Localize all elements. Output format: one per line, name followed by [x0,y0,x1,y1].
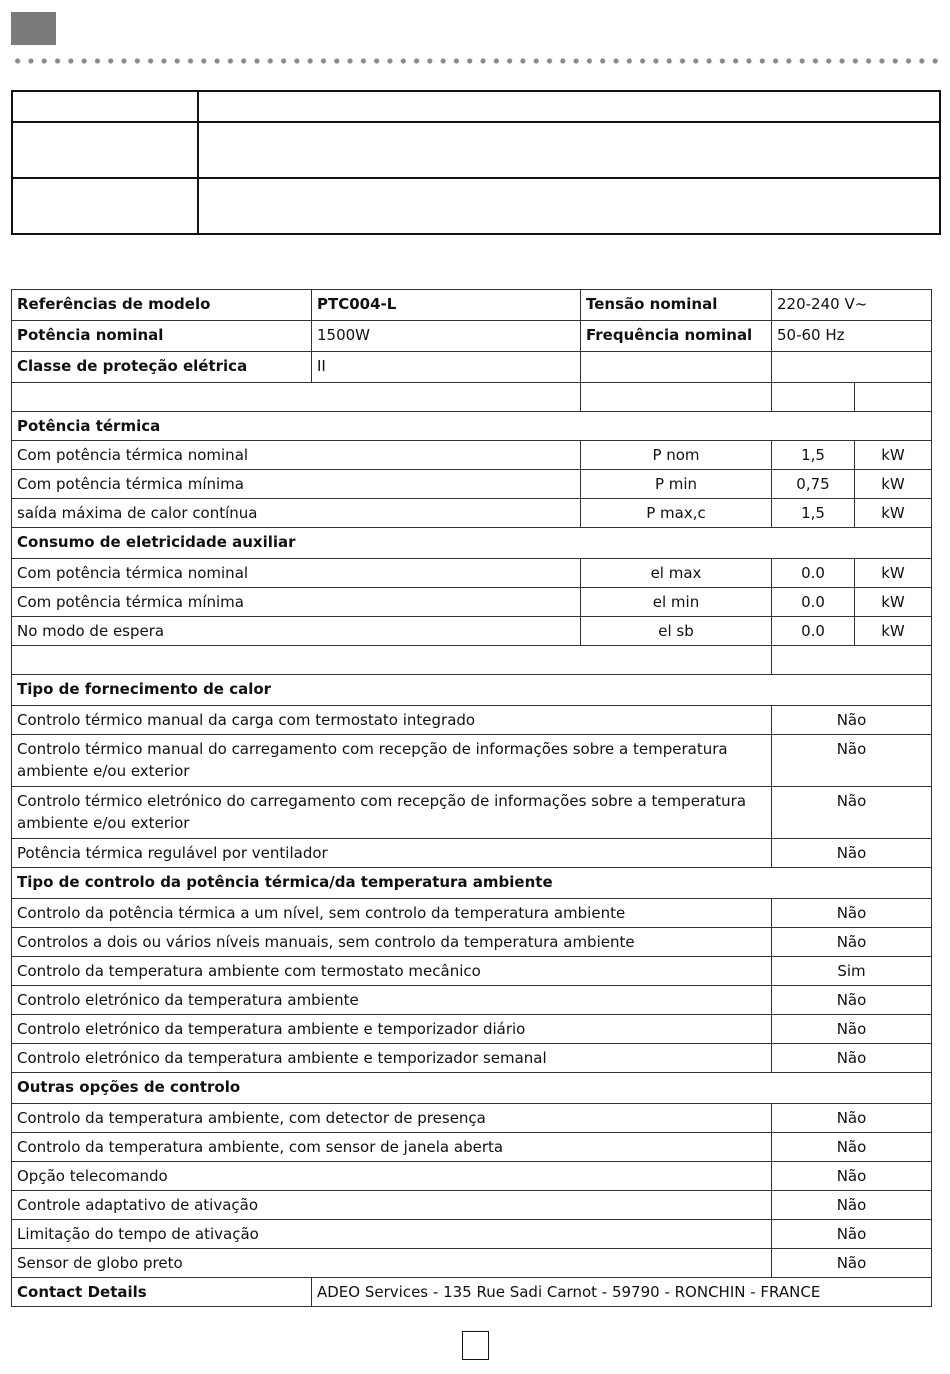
contact-row [12,1278,932,1307]
row-symbol: el min [581,588,772,617]
row-unit: kW [855,559,932,588]
row-label: No modo de espera [12,617,581,646]
voltage-label: Tensão nominal [581,290,772,321]
frequency-value: 50-60 Hz [772,321,932,352]
table-row [12,588,932,617]
contact-value: ADEO Services - 135 Rue Sadi Carnot - 59790 - RONCHIN - FRANCE [312,1278,932,1307]
row-label: Sensor de globo preto [12,1249,772,1278]
row-label: saída máxima de calor contínua [12,499,581,528]
control-type-title: Tipo de controlo da potência térmica/da temperatura ambiente [12,868,932,899]
blank-cell [12,91,198,122]
table-row [12,928,932,957]
row-value: Não [772,1249,932,1278]
row-value: Não [772,1015,932,1044]
table-row [12,1191,932,1220]
model-ref-value: PTC004-L [312,290,581,321]
row-value: Sim [772,957,932,986]
aux-consumption-title: Consumo de eletricidade auxiliar [12,528,932,559]
row-value: Não [772,1220,932,1249]
table-row [12,735,932,787]
table-row [12,986,932,1015]
table-row [12,441,932,470]
row-label: Controlo eletrónico da temperatura ambiente e temporizador diário [12,1015,772,1044]
row-value: Não [772,735,932,787]
blank-cell [581,383,772,412]
table-row [12,470,932,499]
blank-cell [772,352,932,383]
row-symbol: el sb [581,617,772,646]
blank-cell [198,178,940,234]
blank-row [12,383,932,412]
row-value: Não [772,1044,932,1073]
row-value: Não [772,1133,932,1162]
row-label: Controle adaptativo de ativação [12,1191,772,1220]
table-row [12,499,932,528]
row-value: Não [772,1162,932,1191]
dotted-divider [11,57,941,65]
blank-cell [12,646,772,675]
model-ref-label: Referências de modelo [12,290,312,321]
header-gray-block [11,12,56,45]
row-value: Não [772,1191,932,1220]
page-number-box [462,1331,489,1360]
row-unit: kW [855,499,932,528]
row-label: Limitação do tempo de ativação [12,1220,772,1249]
heat-output-title: Potência térmica [12,412,932,441]
power-label: Potência nominal [12,321,312,352]
row-label: Controlo da potência térmica a um nível, sem controlo da temperatura ambiente [12,899,772,928]
table-row [12,1249,932,1278]
row-value: Não [772,1104,932,1133]
row-value: Não [772,787,932,839]
row-unit: kW [855,441,932,470]
row-label: Controlo da temperatura ambiente, com detector de presença [12,1104,772,1133]
row-value: 0.0 [772,559,855,588]
blank-cell [12,178,198,234]
table-row [12,1044,932,1073]
row-symbol: P nom [581,441,772,470]
row-symbol: P max,c [581,499,772,528]
row-value: Não [772,986,932,1015]
table-row [12,706,932,735]
class-value: II [312,352,581,383]
table-row [12,839,932,868]
table-row [12,1220,932,1249]
blank-cell [198,122,940,178]
blank-row [12,646,932,675]
table-row [12,1162,932,1191]
row-label: Controlo eletrónico da temperatura ambiente [12,986,772,1015]
blank-cell [855,383,932,412]
row-symbol: P min [581,470,772,499]
table-row [12,1015,932,1044]
blank-cell [772,383,855,412]
spec-table [11,289,932,1307]
other-options-title: Outras opções de controlo [12,1073,932,1104]
table-row [12,899,932,928]
row-label: Opção telecomando [12,1162,772,1191]
table-row [12,559,932,588]
row-unit: kW [855,617,932,646]
blank-cell [12,122,198,178]
row-label: Controlo térmico manual do carregamento com recepção de informações sobre a temperatura ambiente e/ou exterior [12,735,772,787]
spec-row-class [12,352,932,383]
row-value: 1,5 [772,499,855,528]
spec-row-power [12,321,932,352]
section-heading [12,412,932,441]
section-heading [12,528,932,559]
contact-label: Contact Details [12,1278,312,1307]
row-label: Com potência térmica mínima [12,588,581,617]
blank-cell [12,383,581,412]
table-row [12,1104,932,1133]
table-row [12,957,932,986]
row-value: Não [772,839,932,868]
blank-cell [772,646,932,675]
row-label: Controlo da temperatura ambiente, com sensor de janela aberta [12,1133,772,1162]
voltage-value: 220-240 V~ [772,290,932,321]
row-label: Controlo da temperatura ambiente com termostato mecânico [12,957,772,986]
row-value: Não [772,899,932,928]
heat-input-title: Tipo de fornecimento de calor [12,675,932,706]
blank-cell [198,91,940,122]
spec-row-model [12,290,932,321]
row-symbol: el max [581,559,772,588]
row-label: Controlo térmico manual da carga com termostato integrado [12,706,772,735]
power-value: 1500W [312,321,581,352]
row-label: Controlo térmico eletrónico do carregamento com recepção de informações sobre a temperatura ambiente e/ou exterior [12,787,772,839]
blank-cell [581,352,772,383]
row-label: Controlo eletrónico da temperatura ambiente e temporizador semanal [12,1044,772,1073]
blank-header-table [11,90,941,235]
section-heading [12,868,932,899]
row-value: 0.0 [772,588,855,617]
row-label: Potência térmica regulável por ventilador [12,839,772,868]
row-value: 0,75 [772,470,855,499]
section-heading [12,1073,932,1104]
row-value: Não [772,706,932,735]
class-label: Classe de proteção elétrica [12,352,312,383]
row-unit: kW [855,588,932,617]
row-value: 1,5 [772,441,855,470]
section-heading [12,675,932,706]
row-label: Com potência térmica nominal [12,441,581,470]
table-row [12,787,932,839]
row-label: Com potência térmica mínima [12,470,581,499]
frequency-label: Frequência nominal [581,321,772,352]
row-unit: kW [855,470,932,499]
table-row [12,617,932,646]
row-label: Controlos a dois ou vários níveis manuais, sem controlo da temperatura ambiente [12,928,772,957]
row-value: 0.0 [772,617,855,646]
row-value: Não [772,928,932,957]
table-row [12,1133,932,1162]
row-label: Com potência térmica nominal [12,559,581,588]
